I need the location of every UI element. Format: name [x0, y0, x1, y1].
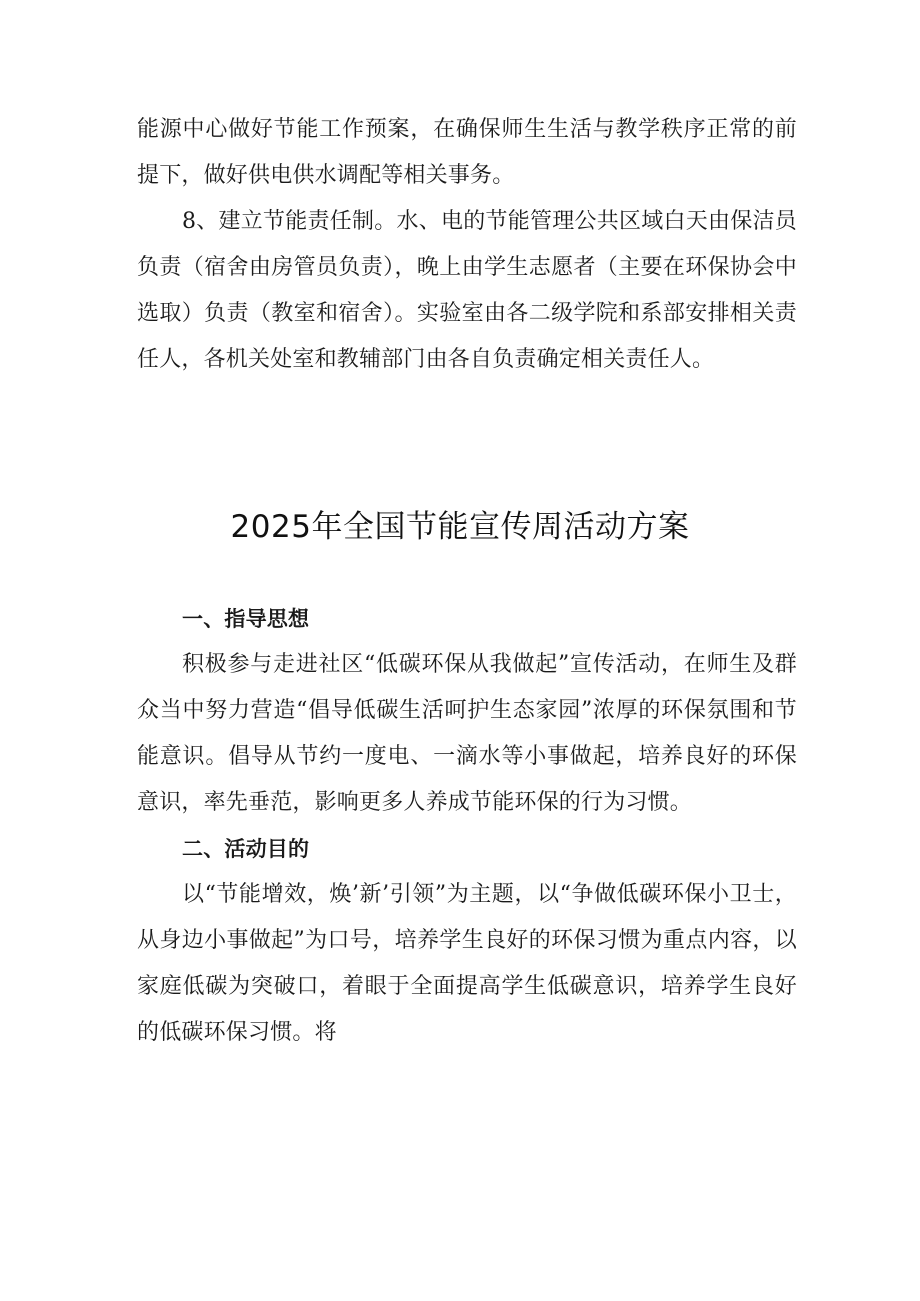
plan-body [137, 596, 797, 1056]
section-body-activity-purpose: 以“节能增效，焕’新’引领”为主题，以“争做低碳环保小卫士，从身边小事做起”为口号，培养学生良好的环保习惯为重点内容，以家庭低碳为突破口，着眼于全面提高学生低碳意识，培养学生良好的低碳环保习惯。将 [137, 882, 797, 1045]
section-heading-activity-purpose: 二、活动目的 [182, 837, 310, 861]
document-title: 2025年全国节能宣传周活动方案 [230, 509, 690, 545]
continuation-text [137, 107, 797, 383]
paragraph-continuation: 能源中心做好节能工作预案，在确保师生生活与教学秩序正常的前提下，做好供电供水调配等相关事务。 [137, 117, 797, 188]
paragraph-responsibility: 8、建立节能责任制。水、电的节能管理公共区域白天由保洁员负责（宿舍由房管员负责），晚上由学生志愿者（主要在环保协会中选取）负责（教室和宿舍）。实验室由各二级学院和系部安排相关责任人，各机关处室和教辅部门由各自负责确定相关责任人。 [137, 209, 797, 372]
section-body-guiding-ideology: 积极参与走进社区“低碳环保从我做起”宣传活动，在师生及群众当中努力营造“倡导低碳生活呵护生态家园”浓厚的环保氛围和节能意识。倡导从节约一度电、一滴水等小事做起，培养良好的环保意识，率先垂范，影响更多人养成节能环保的行为习惯。 [137, 652, 797, 815]
section-heading-guiding-ideology: 一、指导思想 [182, 607, 310, 631]
